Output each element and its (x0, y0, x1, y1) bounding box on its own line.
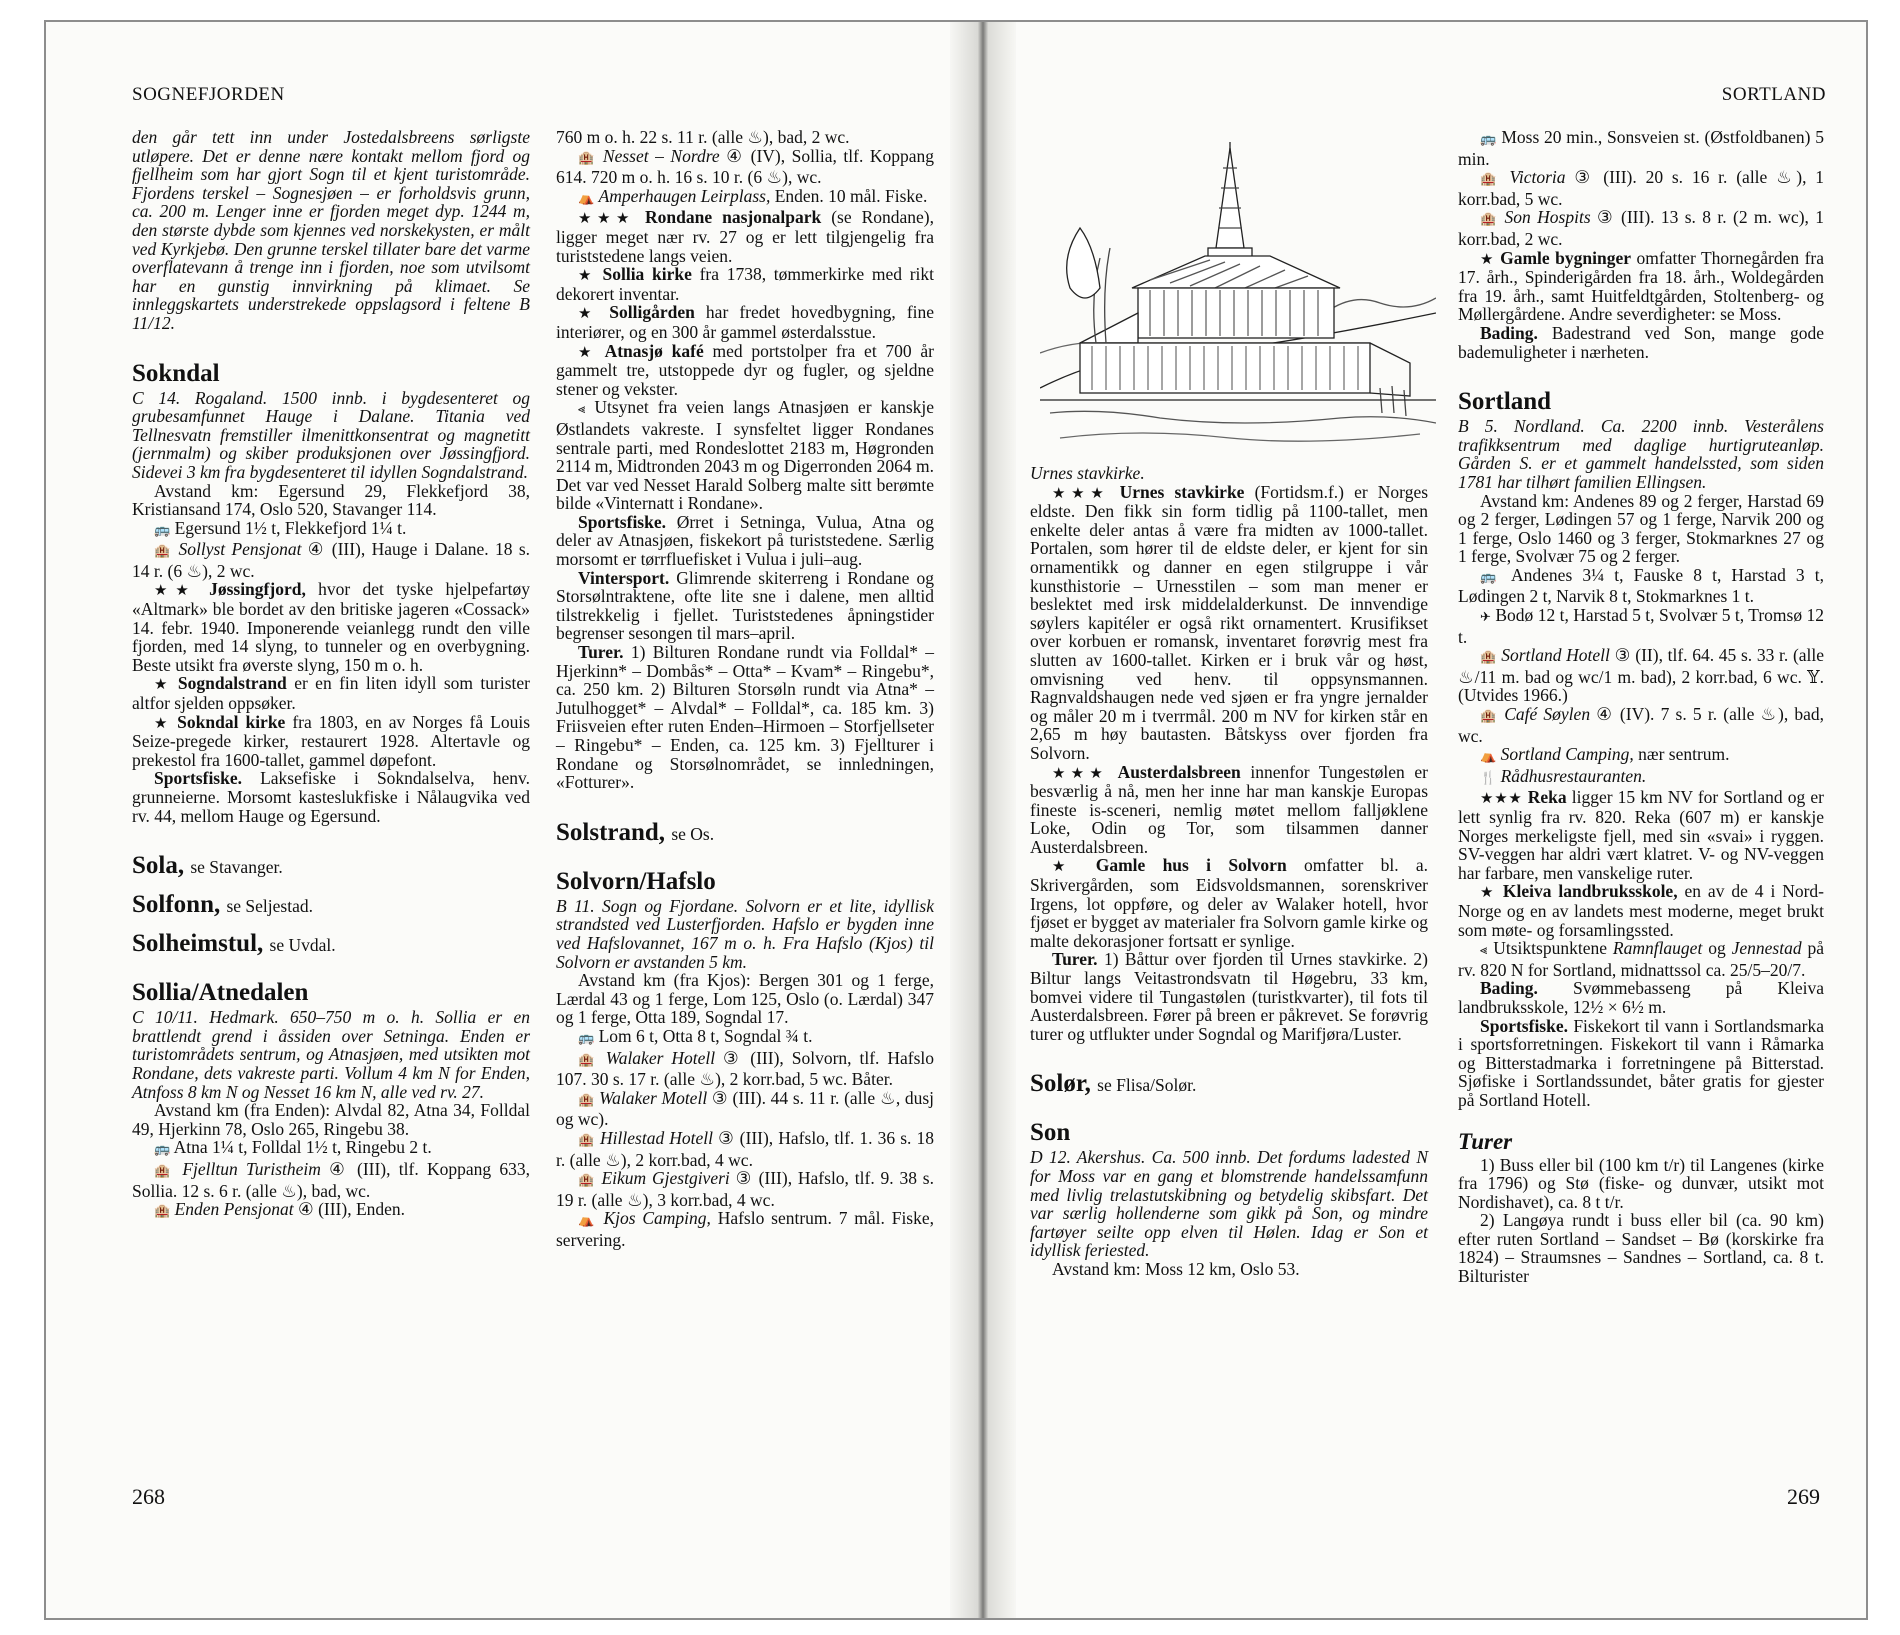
hotel-icon: 🏨 (1480, 212, 1499, 228)
sortland-bading-text: Svømmebasseng på Kleiva landbruksskole, 12½ × 6½ m. (1458, 978, 1824, 1017)
sola-see: se Stavanger. (190, 857, 283, 878)
solligarden-text: har fredet hovedbygning, fine interiører, og en 300 år gammel østerdalsstue. (556, 302, 935, 342)
heading-sola (132, 851, 530, 882)
son-bus: Moss 20 min., Sonsveien st. (Østfoldbanen) 5 min. (1458, 127, 1824, 169)
radhusrestauranten-name: Rådhusrestauranten. (1500, 765, 1647, 786)
nesset-name: Nesset – Nordre (602, 145, 720, 166)
hotel-icon: 🏨 (578, 1092, 595, 1108)
sokndal-hotel-name: Sollyst Pensjonat (178, 539, 302, 560)
tent-icon: ⛺ (578, 190, 595, 206)
enden-details: ④ (III), Enden. (298, 1199, 406, 1220)
book-gutter (950, 22, 1016, 1618)
eikum-details: ③ (III), Hafslo, tlf. 9. 38 s. 19 r. (alle ♨), 3 korr.bad, 4 wc. (556, 1168, 934, 1210)
right-column-1 (1030, 138, 1428, 1279)
sortland-camping-name: Sortland Camping, (1500, 744, 1634, 765)
bus-icon: 🚌 (1480, 569, 1502, 585)
sola-name: Sola, (132, 852, 185, 880)
sokndal-description: C 14. Rogaland. 1500 innb. i bygdesenteret og grubesamfunnet Hauge i Dalane. Titania ved Tellnesvatn fremstiller ilmenittkonsentrat og magnetitt (jernmalm) og skiber produksjonen over Jøssingfjord. Sidevei 3 km fra bygdesenteret til idyllen Sogndalstrand. (132, 387, 530, 482)
viewpoint-icon: ⪡ (1480, 943, 1488, 959)
page-number-left: 268 (132, 1484, 165, 1509)
sportsfiske-label: Sportsfiske. (154, 768, 242, 789)
book-spread (44, 20, 1868, 1620)
rating-stars: ★ (154, 675, 171, 694)
heading-son: Son (1030, 1119, 1071, 1147)
solheimstul-see: se Uvdal. (269, 935, 336, 956)
nesset-details: ④ (IV), Sollia, tlf. Koppang 614. 720 m o. h. 16 s. 10 r. (6 ♨), wc. (556, 145, 935, 188)
sollia-sportsfiske-text: Ørret i Setninga, Vulua, Atna og deler av Atnasjøen, fiskekort på turiststedene. Særlig morsomt er tørrfluefisket i Vulua i juli–aug. (556, 511, 935, 570)
walaker-motell-name: Walaker Motell (599, 1087, 708, 1108)
rating-stars: ★★★ (1052, 483, 1110, 502)
son-hospits-details: ③ (III). 13 s. 8 r. (2 m. wc), 1 korr.bad, 2 wc. (1458, 207, 1824, 249)
heading-turer: Turer (1458, 1128, 1513, 1154)
utsikt-text-e: på rv. 820 N for Sortland, midnattssol ca. 25/5–20/7. (1458, 938, 1824, 980)
urnes-name: Urnes stavkirke (1119, 481, 1245, 502)
illustration-caption: Urnes stavkirke. (1030, 463, 1145, 483)
rondane-name: Rondane nasjonalpark (645, 207, 822, 228)
heading-sollia-atnedalen: Sollia/Atnedalen (132, 979, 309, 1007)
page-number-right: 269 (1787, 1484, 1820, 1509)
viewpoint-icon: ⪡ (578, 402, 586, 418)
son-distances: Avstand km: Moss 12 km, Oslo 53. (1052, 1258, 1300, 1279)
sollia-kirke-text: fra 1738, tømmerkirke med rikt dekorert inventar. (556, 264, 934, 304)
sortland-description: B 5. Nordland. Ca. 2200 innb. Vesterålens trafikksentrum med daglige hurtigruteanløp. Gården S. er et gammelt handelssted, som siden 1781 har tilhørt familien Ellingsen. (1458, 416, 1824, 492)
solstrand-see: se Os. (671, 823, 715, 844)
atnasjo-kafe-text: med portstolper fra et 700 år gammelt tre, utstoppede dyr og fugler, og sjeldne stener og vekster. (556, 340, 935, 399)
rating-stars: ★★★ (1052, 763, 1108, 782)
solheimstul-name: Solheimstul, (132, 930, 264, 958)
running-head-left: SOGNEFJORDEN (132, 84, 285, 105)
gamle-bygninger-name: Gamle bygninger (1500, 247, 1631, 268)
urnes-stave-church-illustration (1040, 138, 1436, 464)
solligarden-name: Solligården (609, 302, 695, 323)
rating-stars: ★ (154, 713, 171, 732)
running-head-right: SORTLAND (1721, 84, 1826, 105)
utsyn-text: Utsynet fra veien langs Atnasjøen er kanskje Østlandets vakreste. I synsfeltet ligger Rondanes sentrale parti, med Rondeslottet 2183 m, Høgronden 2114 m, Midtronden 2043 m og Digerronden 2064 m. Det var ved Nesset Harald Solberg malte sitt berømte bilde «Vinternatt i Rondane». (556, 397, 935, 514)
ramnflauget: Ramnflauget (1612, 938, 1703, 959)
left-column-2 (556, 128, 934, 1249)
fjelltun-details: ④ (III), tlf. Koppang 633, Sollia. 12 s. 6 r. (alle ♨), bad, wc. (132, 1158, 530, 1201)
hotel-icon: 🏨 (1480, 172, 1501, 188)
solfonn-see: se Seljestad. (226, 896, 313, 917)
walaker-hotell-details: ③ (III), Solvorn, tlf. Hafslo 107. 30 s. 17 r. (alle ♨), 2 korr.bad, 5 wc. Båter. (556, 1047, 935, 1090)
reka-name: Reka (1527, 787, 1567, 808)
sollia-distances: Avstand km (fra Enden): Alvdal 82, Atna 34, Folldal 49, Hjerkinn 78, Oslo 265, Ringebu 38. (132, 1100, 530, 1139)
sollia-kirke-name: Sollia kirke (602, 264, 692, 285)
amperhaugen-details: Enden. 10 mål. Fiske. (774, 185, 928, 206)
sollia-bus: Atna 1¼ t, Folldal 1½ t, Ringebu 2 t. (173, 1137, 432, 1158)
turer-label: Turer. (1052, 949, 1098, 970)
solvorn-description: B 11. Sogn og Fjordane. Solvorn er et lite, idyllisk strandsted ved Lusterfjorden. Hafslo er bygden inne ved Hafslovannet, 167 m o. h. Fra Hafslo (Kjos) til Solvorn er avstanden 5 km. (556, 895, 934, 972)
sortland-bus: Andenes 3¼ t, Fauske 8 t, Harstad 3 t, Lødingen 2 t, Narvik 8 t, Stokmarknes 1 t. (1458, 564, 1825, 607)
hotel-icon: 🏨 (578, 150, 597, 166)
sortland-hotell-details: ③ (II), tlf. 64. 45 s. 33 r. (alle ♨/11 m. bad og wc/1 m. bad), 2 korr.bad, 6 wc. 𝕐. (Utvides 1966.) (1458, 645, 1825, 706)
rating-stars: ★ (578, 304, 599, 323)
sokndal-bus: Egersund 1½ t, Flekkefjord 1¼ t. (174, 517, 407, 538)
hotel-icon: 🏨 (1480, 709, 1498, 725)
right-page (1016, 22, 1868, 1618)
rating-stars: ★★★ (1480, 789, 1523, 808)
heading-solor (1030, 1069, 1428, 1100)
rating-stars: ★ (1480, 249, 1495, 268)
hotel-icon: 🏨 (578, 1173, 596, 1189)
rondane-text: (se Rondane), ligger meget nær rv. 27 og er lett tilgjengelig fra turiststedene langs veien. (556, 207, 934, 266)
heading-solfonn (132, 890, 530, 921)
kjos-camping-details: Hafslo sentrum. 7 mål. Fiske, servering. (556, 1208, 935, 1250)
tent-icon: ⛺ (578, 1213, 597, 1229)
sokndal-sportsfiske-text: Laksefiske i Sokndalselva, henv. grunneierne. Morsomt kasteslukfiske i Nålaugvika ved rv. 44, mellom Hauge og Egersund. (132, 768, 530, 826)
sortland-tur-1: 1) Buss eller bil (100 km t/r) til Langenes (kirke fra 1796) og Stø (fiske- og dunvær, utsikt mot Nordishavet), ca. 8 t t/r. (1458, 1154, 1824, 1212)
solstrand-name: Solstrand, (556, 818, 666, 846)
rating-stars: ★★★ (578, 209, 636, 228)
right-column-2 (1458, 128, 1824, 1286)
sportsfiske-label: Sportsfiske. (578, 511, 666, 532)
rating-stars: ★ (578, 266, 595, 285)
hotel-icon: 🏨 (578, 1052, 598, 1068)
cafe-soylen-details: ④ (IV). 7 s. 5 r. (alle ♨), bad, wc. (1458, 704, 1825, 746)
rating-stars: ★ (578, 342, 596, 361)
solvorn-bus: Lom 6 t, Otta 8 t, Sogndal ¾ t. (598, 1025, 813, 1046)
reka-text: ligger 15 km NV for Sortland og er lett synlig fra rv. 820. Reka (607 m) er kanskje Norges merkeligste fjell, med sin «svai» i ryggen. SV-veggen har aldri vært klatret. V- og NV-veggen har farbare, men vanskelige ruter. (1458, 787, 1825, 883)
bus-icon: 🚌 (578, 1030, 595, 1046)
atnasjo-kafe-name: Atnasjø kafé (604, 340, 704, 361)
heading-sokndal: Sokndal (132, 359, 220, 387)
urnes-text: (Fortidsm.f.) er Norges eldste. Den fikk sin form tidlig på 1100-tallet, men enkelte deler antas å være fra midten av 1000-tallet. Portalen, som hører til de eldste deler, er kjent for sin ornamentikk og danner en egen stilgruppe i vår kunsthistorie – Urnesstilen – som man mener er beslektet med irsk middelalderkunst. De innvendige søylers kapitéler er også rikt ornamentert. Krusifikset over korbuen er romansk, inventaret forøvrig mest fra slutten av 1600-tallet. Kirken er i bruk vår og høst, omvisning ved henv. til oppsynsmannen. Ragnvaldshaugen nede ved sjøen er fra yngre jernalder og måler 20 m i tverrmål. 200 m NV for kirken står en 2,65 m høy bautasten. Båtskyss over fjorden fra Solvorn. (1030, 481, 1429, 763)
walaker-hotell-name: Walaker Hotell (605, 1047, 716, 1068)
jennestad: Jennestad (1731, 938, 1802, 959)
eikum-name: Eikum Gjestgiveri (601, 1168, 730, 1189)
jossingfjord-name: Jøssingfjord, (209, 579, 306, 600)
bading-label: Bading. (1480, 978, 1538, 999)
vintersport-text: Glimrende skiterreng i Rondane og Storsølntraktene, ofte lite sne i dalene, men alltid tilstrekkelig i fjellet. Turiststedenes åpningstider begrenser sesongen til mars–april. (556, 567, 934, 644)
airplane-icon: ✈ (1480, 610, 1491, 626)
hotel-icon: 🏨 (1480, 650, 1497, 666)
solor-see: se Flisa/Solør. (1097, 1075, 1197, 1096)
solor-name: Solør, (1030, 1070, 1091, 1098)
turer-label: Turer. (578, 642, 624, 663)
kleiva-text: en av de 4 i Nord-Norge og en av landets mest moderne, meget brukt som møte- og forsamlingssted. (1458, 881, 1825, 940)
solvorn-distances: Avstand km (fra Kjos): Bergen 301 og 1 ferge, Lærdal 43 og 1 ferge, Lom 125, Oslo (o. Lærdal) 347 og 1 ferge, Otta 189, Sogndal 17. (556, 970, 934, 1028)
hillestad-name: Hillestad Hotell (600, 1127, 714, 1148)
son-bading-text: Badestrand ved Son, mange gode bademuligheter i nærheten. (1458, 322, 1825, 362)
walaker-motell-details: ③ (III). 44 s. 11 r. (alle ♨, dusj og wc). (556, 1087, 935, 1130)
vintersport-label: Vintersport. (578, 567, 670, 588)
sortland-distances: Avstand km: Andenes 89 og 2 ferger, Harstad 69 og 2 ferger, Lødingen 57 og 1 ferge, Narvik 200 og 1 ferge, Oslo 1460 og 3 ferger, Stokmarknes 27 og 1 ferge, Svolvær 75 og 2 ferger. (1458, 490, 1824, 567)
sokndal-kirke-text: fra 1803, en av Norges få Louis Seize-pregede kirker, restaurert 1928. Altertavle og prekestol fra 1600-tallet, gammel døpefont. (132, 711, 531, 770)
heading-solstrand (556, 818, 934, 849)
heading-sortland: Sortland (1458, 388, 1552, 416)
gamle-bygninger-text: omfatter Thornegården fra 17. årh., Spinderigården fra 18. årh., Woldegården fra 19. årh., samt Huitfeldtgården, Stoltenberg- og Møllergårdene. Andre severdigheter: se Moss. (1458, 247, 1825, 325)
gamle-hus-name: Gamle hus i Solvorn (1095, 855, 1287, 876)
enden-continued: 760 m o. h. 22 s. 11 r. (alle ♨), bad, 2 wc. (556, 127, 850, 147)
solvorn-turer-text: 1) Båttur over fjorden til Urnes stavkirke. 2) Biltur langs Veitastrondsvatn til Høgebru, 33 km, bomvei videre til Tungastølen (turistkvarter), til fots til Austerdalsbreen. Fører på breen er påkrevet. Se forøvrig turer og utflukter under Sogndal og Marifjøra/Luster. (1030, 949, 1428, 1044)
hotel-icon: 🏨 (578, 1132, 595, 1148)
rating-stars: ★ (1480, 883, 1496, 902)
son-description: D 12. Akershus. Ca. 500 innb. Det fordums ladested N for Moss var en gang et blomstrende handelssamfunn med livlig trelastutskibning og betydelig skibsfart. Det var særlig hollenderne som gikk på Son, og mindre fartøyer seilte opp elven til Hølen. Idag er Son et idyllisk feriested. (1030, 1147, 1428, 1261)
utsikt-text-c: og (1708, 938, 1726, 959)
hillestad-details: ③ (III), Hafslo, tlf. 1. 36 s. 18 r. (alle ♨), 2 korr.bad, 4 wc. (556, 1127, 935, 1170)
sortland-hotell-name: Sortland Hotell (1501, 645, 1610, 666)
fjelltun-name: Fjelltun Turistheim (182, 1158, 321, 1179)
enden-name: Enden Pensjonat (174, 1199, 294, 1220)
hotel-icon: 🏨 (154, 1163, 175, 1179)
sortland-camping-details: nær sentrum. (1638, 744, 1730, 765)
rating-stars: ★ (1052, 857, 1079, 876)
sollia-turer-text: 1) Bilturen Rondane rundt via Folldal* – Hjerkinn* – Dombås* – Otta* – Kvam* – Ringebu*, ca. 250 km. 2) Bilturen Storsøln rundt via Atna* – Jutulhogget* – Alvdal* – Folldal*, ca. 185 km. 3) Friisveien efter ruten Enden–Hirmoen – Storfjellseter – Ringebu* – Enden, ca. 125 km. 3) Fjellturer i Rondane og Storsølnområdet, se innledningen, «Fotturer». (556, 642, 935, 793)
sortland-plane: Bodø 12 t, Harstad 5 t, Svolvær 5 t, Tromsø 12 t. (1458, 605, 1824, 647)
rating-stars: ★★ (154, 581, 197, 600)
kleiva-name: Kleiva landbruksskole, (1502, 881, 1678, 902)
sokndal-kirke-name: Sokndal kirke (177, 711, 286, 732)
amperhaugen-name: Amperhaugen Leirplass, (598, 185, 771, 206)
austerdalsbreen-name: Austerdalsbreen (1117, 761, 1241, 782)
bading-label: Bading. (1480, 322, 1538, 343)
sognefjorden-intro: den går tett inn under Jostedalsbreens sørligste utløpere. Det er denne nære kontakt mellom fjord og fjellheim som har gjort Sogn til et kjent turistområde. Fjordens terskel – Sognesjøen – er forholdsvis grunn, ca. 200 m. Lenger inne er fjorden meget dyp. 1244 m, den største dybde som kjennes ved norskekysten, er målt ved Kyrkjebø. Den grunne terskel tillater bare det varme overflatevann å trenge inn i fjorden, noe som utvilsomt har en gunstig innvirkning på klimaet. Se innleggskartets understrekede oppslagsord i feltene B 11/12. (132, 127, 530, 333)
kjos-camping-name: Kjos Camping, (603, 1208, 711, 1229)
hotel-icon: 🏨 (154, 544, 173, 560)
austerdalsbreen-text: innenfor Tungestølen er besværlig å nå, men her inne har man kanskje Europas fineste is-sceneri, nemlig møtet mellom falljøklene Loke, Odin og Tor, som tilsammen danner Austerdalsbreen. (1030, 761, 1428, 857)
jossingfjord-text: hvor det tyske hjelpefartøy «Altmark» ble bordet av den britiske jageren «Cossack» 14. febr. 1940. Imponerende veianlegg rundt den ville fjorden, med 14 slyng, to tunneler og en overbygning. Beste utsikt fra øverste slyng, 150 m o. h. (132, 579, 530, 675)
sortland-tur-2: 2) Langøya rundt i buss eller bil (ca. 90 km) efter ruten Sortland – Sandset – Bø (korskirke fra 1824) – Straumsnes – Sandnes – Sortland, ca. 8 t. Bilturister (1458, 1210, 1824, 1287)
sollia-description: C 10/11. Hedmark. 650–750 m o. h. Sollia er en brattlendt grend i åssiden over Setninga. Enden er turistområdets sentrum, og Atnasjøen, med utsikten mot Rondane, dets vakreste parti. Vollum 4 km N for Enden, Atnfoss 8 km N og Nesset 16 km N, alle ved rv. 27. (132, 1007, 530, 1102)
bus-icon: 🚌 (1480, 132, 1497, 147)
tent-icon: ⛺ (1480, 749, 1497, 765)
cafe-soylen-name: Café Søylen (1504, 704, 1591, 725)
victoria-name: Victoria (1509, 167, 1566, 188)
sokndal-hotel-details: ④ (III), Hauge i Dalane. 18 s. 14 r. (6 ♨), 2 wc. (132, 539, 531, 581)
bus-icon: 🚌 (154, 1142, 171, 1158)
sokndal-distances: Avstand km: Egersund 29, Flekkefjord 38, Kristiansand 174, Oslo 520, Stavanger 114. (132, 480, 530, 520)
sortland-sportsfiske-text: Fiskekort til vann i Sortlandsmarka i sportsforretningen. Fiskekort til vann i Råmarka og Bitterstadmarka i forretningene på Bitterstad. Sjøfiske i Sortlandssundet, båter gratis for gjester på Sortland Hotell. (1458, 1015, 1825, 1110)
solfonn-name: Solfonn, (132, 891, 221, 919)
bus-icon: 🚌 (154, 522, 171, 538)
sogndalstrand-name: Sogndalstrand (177, 673, 287, 694)
hotel-icon: 🏨 (154, 1204, 171, 1220)
sogndalstrand-text: er en fin liten idyll som turister altfor sjelden oppsøker. (132, 673, 531, 714)
son-hospits-name: Son Hospits (1504, 207, 1591, 228)
gamle-hus-text: omfatter bl. a. Skrivergården, som Eidsvoldsmannen, sorenskriver Irgens, lot oppføre, og deler av Walaker hotell, hvor fjøset er bygget av materialer fra Solvorn gamle kirke og malte dekorasjoner fortsatt er synlige. (1030, 855, 1429, 951)
restaurant-icon: 🍴 (1480, 770, 1497, 786)
utsikt-text-a: Utsiktspunktene (1493, 938, 1607, 959)
left-column-1 (132, 128, 530, 1222)
sportsfiske-label: Sportsfiske. (1480, 1015, 1568, 1036)
victoria-details: ③ (III). 20 s. 16 r. (alle ♨), 1 korr.bad, 5 wc. (1458, 167, 1825, 209)
left-page (46, 22, 950, 1618)
heading-solheimstul (132, 929, 530, 960)
heading-solvorn-hafslo: Solvorn/Hafslo (556, 867, 716, 895)
